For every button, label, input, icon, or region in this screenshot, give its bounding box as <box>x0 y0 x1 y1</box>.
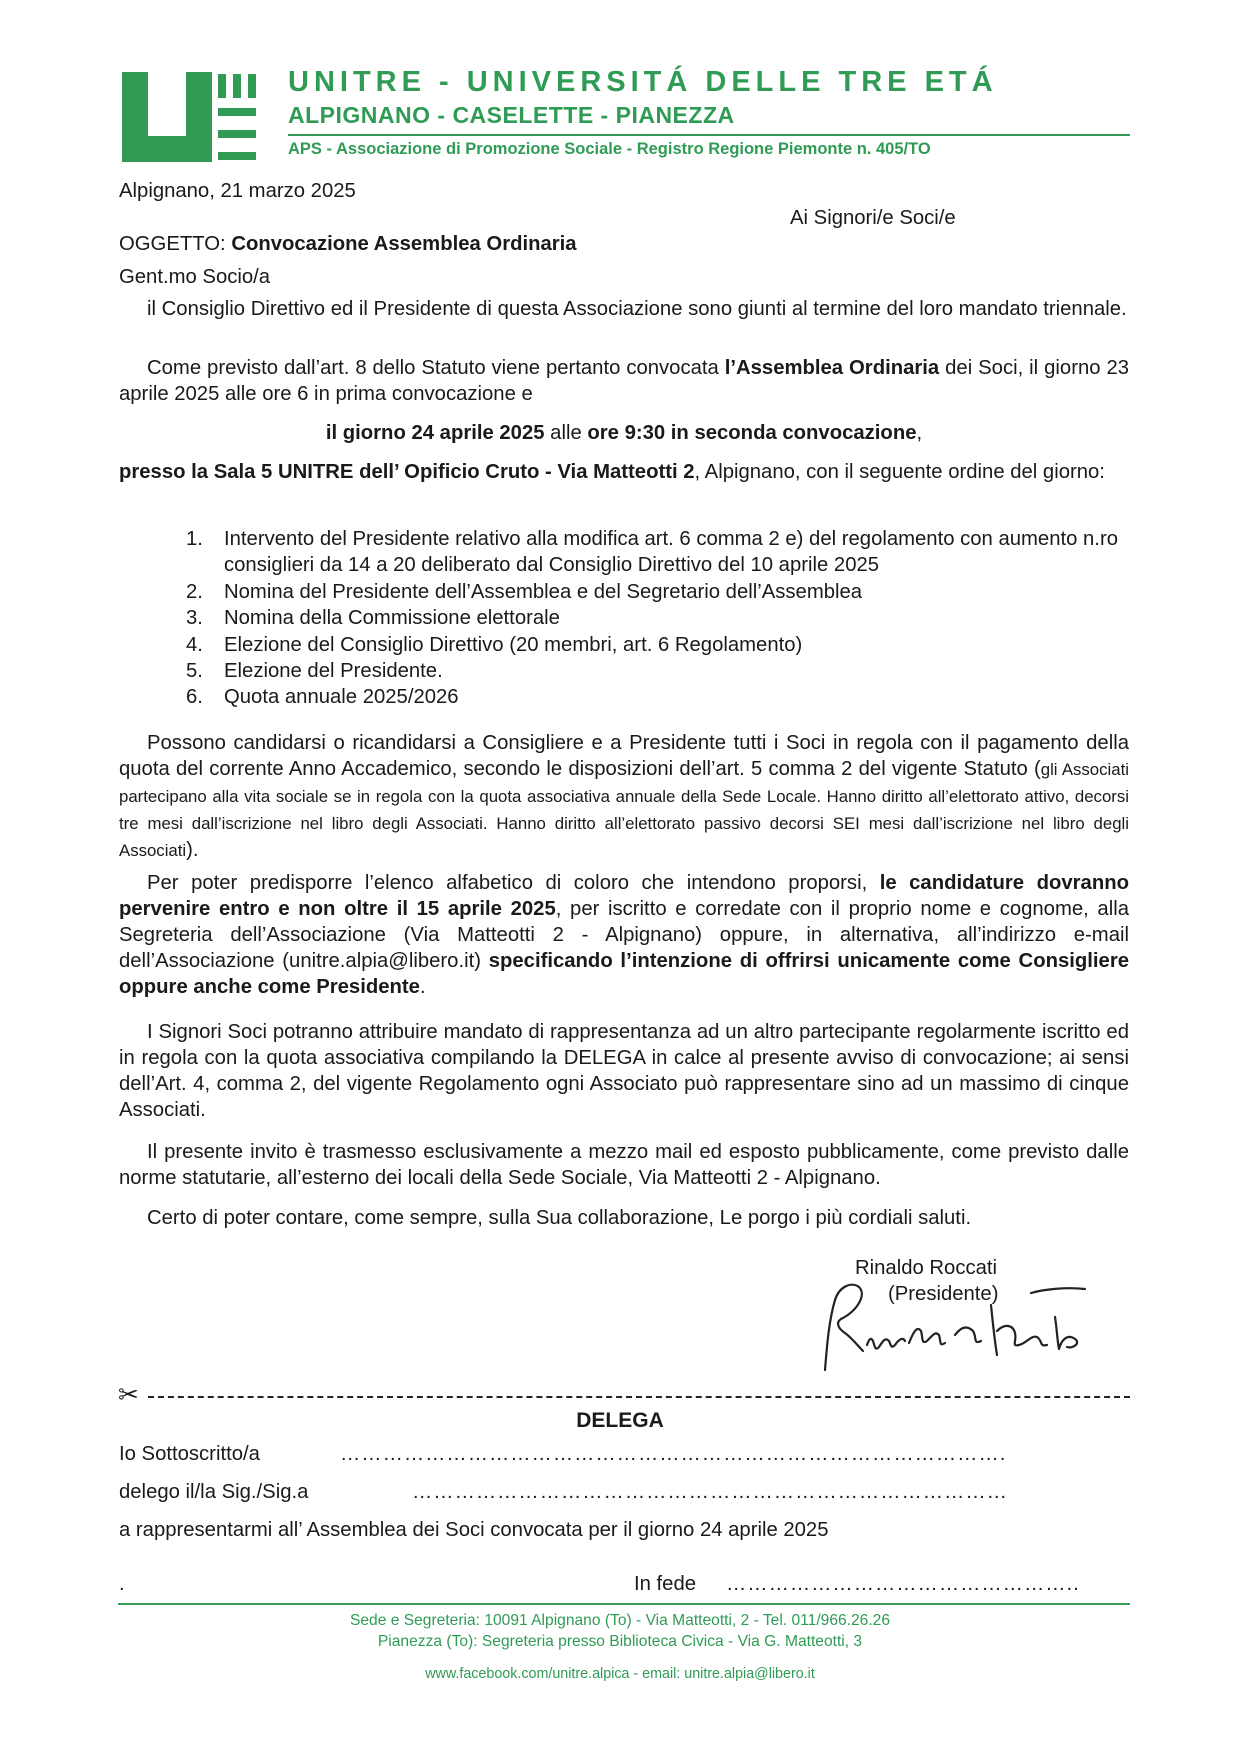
scissors-icon: ✂ <box>118 1381 139 1409</box>
paragraph-publication: Il presente invito è trasmesso esclusivamente a mezzo mail ed esposto pubblicamente, come previsto dalle norme statutarie, all’esterno dei locali della Sede Sociale, Via Matteotti 2 - Alpignano. <box>119 1141 1129 1189</box>
paragraph-candidates <box>119 730 1129 864</box>
subject-text: Convocazione Assemblea Ordinaria <box>231 233 577 255</box>
cut-line <box>118 1381 1130 1410</box>
delegator-label: Io Sottoscritto/a <box>119 1443 260 1465</box>
letterhead <box>120 64 1130 164</box>
delegation-statement: a rappresentarmi all’ Assemblea dei Soci convocata per il giorno 24 aprile 2025 <box>119 1519 829 1541</box>
footer-address: Sede e Segreteria: 10091 Alpignano (To) - Via Matteotti, 2 - Tel. 011/966.26.26 <box>349 1612 891 1629</box>
delegate-field[interactable]: ………………………………………………………………………… <box>412 1481 1008 1503</box>
footer-web: www.facebook.com/unitre.alpica - email: unitre.alpia@libero.it <box>425 1666 815 1682</box>
subject-line <box>119 231 1129 257</box>
org-registration: APS - Associazione di Promozione Sociale - Registro Regione Piemonte n. 405/TO <box>288 140 931 158</box>
in-fede-label: In fede <box>634 1573 697 1595</box>
p4-text-a: Per poter predisporre l’elenco alfabetico di coloro che intendono proporsi, <box>147 872 880 894</box>
footer-divider <box>118 1603 1130 1605</box>
agenda-item <box>186 632 1130 658</box>
handwritten-signature <box>805 1275 1095 1380</box>
date-dot: . <box>119 1573 125 1595</box>
agenda-text: Nomina del Presidente dell’Assemblea e del Segretario dell’Assemblea <box>224 580 863 603</box>
agenda-text: Intervento del Presidente relativo alla modifica art. 6 comma 2 e) del regolamento con aumento n.ro consiglieri da 14 a 20 deliberato dal Consiglio Direttivo del 10 aprile 2025 <box>224 528 1118 577</box>
subject-label: OGGETTO: <box>119 233 232 255</box>
greeting: Gent.mo Socio/a <box>119 266 271 288</box>
second-call-comma: , <box>916 422 923 444</box>
place-date: Alpignano, 21 marzo 2025 <box>119 180 356 202</box>
paragraph-closing: Certo di poter contare, come sempre, sulla Sua collaborazione, Le porgo i più cordiali saluti. <box>147 1207 972 1229</box>
header-divider <box>288 134 1130 136</box>
p3-text-b: ). <box>186 839 199 861</box>
p4-text-e: . <box>419 976 426 998</box>
agenda-item <box>186 684 1130 710</box>
agenda-num: 5. <box>186 660 203 683</box>
paragraph-mandate: il Consiglio Direttivo ed il Presidente di questa Associazione sono giunti al termine del loro mandato triennale. <box>147 298 1127 320</box>
agenda-num: 2. <box>186 580 203 603</box>
second-call-line <box>119 420 1129 446</box>
second-call-time: ore 9:30 in seconda convocazione <box>587 422 917 444</box>
paragraph-deadline <box>119 870 1129 1000</box>
p4-bold-deadline: le candidature dovranno pervenire entro e non oltre il 15 aprile 2025 <box>119 872 1129 920</box>
agenda-list <box>186 526 1130 711</box>
agenda-item <box>186 658 1130 684</box>
recipients: Ai Signori/e Soci/e <box>790 207 956 229</box>
p3-text-a: Possono candidarsi o ricandidarsi a Consigliere e a Presidente tutti i Soci in regola con il pagamento della quota del corrente Anno Accademico, secondo le disposizioni dell’art. 5 comma 2 del vigente Statuto ( <box>119 732 1129 780</box>
dashed-divider <box>148 1396 1130 1398</box>
agenda-num: 3. <box>186 607 203 630</box>
p2-bold: l’Assemblea Ordinaria <box>724 357 940 379</box>
agenda-item <box>186 526 1130 579</box>
p4-text-c: , per iscritto e corredate con il proprio nome e cognome, alla Segreteria dell’Associazione (Via Matteotti 2 - Alpignano) oppure, in alternativa, all’indirizzo e-mail dell’Associazione (unitre.alpia@libero.it) <box>119 898 1129 972</box>
agenda-num: 6. <box>186 686 203 709</box>
footer-pianezza: Pianezza (To): Segreteria presso Biblioteca Civica - Via G. Matteotti, 3 <box>377 1633 863 1650</box>
org-title: UNITRE - UNIVERSITÁ DELLE TRE ETÁ <box>288 66 998 98</box>
second-call-date: il giorno 24 aprile 2025 <box>325 422 545 444</box>
signer-name: Rinaldo Roccati <box>855 1257 998 1279</box>
p2-text-c: dei Soci, il giorno 23 aprile 2025 alle ore 6 in prima convocazione e <box>119 357 1130 405</box>
unitre-logo <box>120 70 260 164</box>
venue-bold: presso la Sala 5 UNITRE dell’ Opificio Cruto - Via Matteotti 2 <box>119 461 695 483</box>
delega-title: DELEGA <box>576 1409 664 1432</box>
agenda-text: Elezione del Consiglio Direttivo (20 membri, art. 6 Regolamento) <box>224 633 803 656</box>
agenda-text: Nomina della Commissione elettorale <box>224 607 560 630</box>
agenda-text: Elezione del Presidente. <box>224 660 443 683</box>
p2-text-a: Come previsto dall’art. 8 dello Statuto viene pertanto convocata <box>147 357 725 379</box>
agenda-text: Quota annuale 2025/2026 <box>224 686 459 709</box>
p4-bold-intent: specificando l’intenzione di offrirsi unicamente come Consigliere oppure anche come Presidente <box>119 950 1130 998</box>
paragraph-convocation <box>119 355 1129 407</box>
venue-line <box>119 459 1129 485</box>
venue-text: , Alpignano, con il seguente ordine del giorno: <box>694 461 1105 483</box>
p3-small-note: gli Associati partecipano alla vita sociale se in regola con la quota associativa annuale della Sede Locale. Hanno diritto all’elettorato attivo, decorsi tre mesi dall’iscrizione nel libro degli Associati. Hanno diritto all’elettorato passivo decorsi SEI mesi dall’iscrizione nel libro degli Associati <box>119 760 1129 860</box>
second-call-alle: alle <box>544 422 588 444</box>
org-subtitle: ALPIGNANO - CASELETTE - PIANEZZA <box>288 102 735 128</box>
signer-role: (Presidente) <box>888 1283 999 1305</box>
delegator-field[interactable]: …………………………………………………………………………………. <box>340 1443 1007 1465</box>
paragraph-proxy: I Signori Soci potranno attribuire mandato di rappresentanza ad un altro partecipante regolarmente iscritto ed in regola con la quota associativa compilando la DELEGA in calce al presente avviso di convocazione; ai sensi dell’Art. 4, comma 2, del vigente Regolamento ogni Associato può rappresentare sino ad un massimo di cinque Associati. <box>119 1021 1129 1121</box>
agenda-item <box>186 605 1130 631</box>
agenda-num: 1. <box>186 528 203 550</box>
delegate-label: delego il/la Sig./Sig.a <box>119 1481 309 1503</box>
agenda-num: 4. <box>186 633 203 656</box>
signature-field[interactable]: ………………………………………….. <box>726 1573 1080 1595</box>
agenda-item <box>186 579 1130 605</box>
